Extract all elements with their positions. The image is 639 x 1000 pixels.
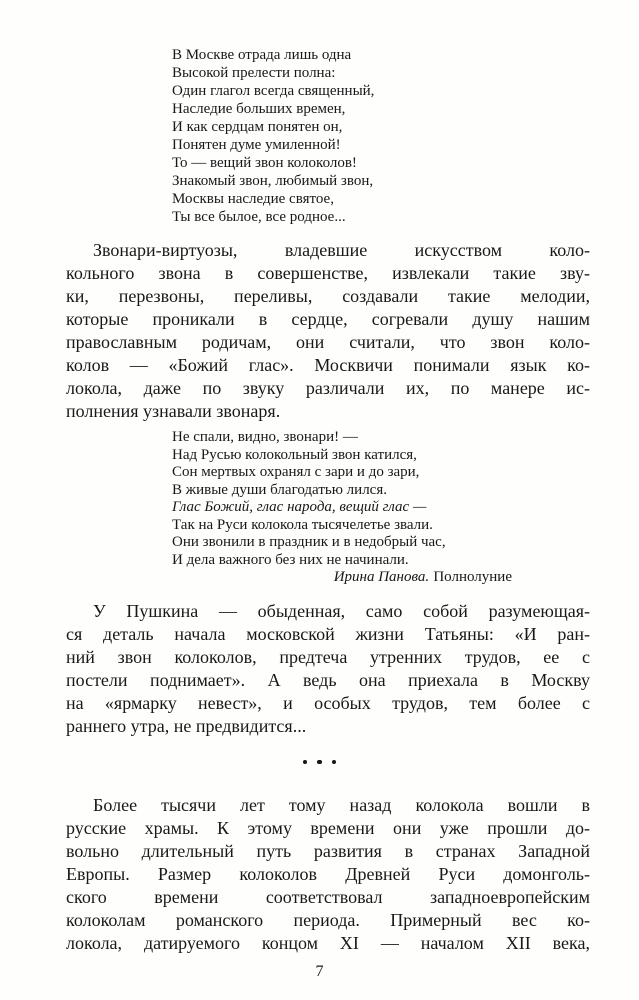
- poem-attribution: [172, 569, 516, 587]
- poem-line: То — вещий звон колоколов!: [172, 155, 357, 171]
- body-line: ки, перезвоны, переливы, создавали такие мелодии,: [66, 286, 590, 306]
- paragraph-pushkin: [66, 600, 590, 738]
- paragraph-bells-history: [66, 794, 590, 955]
- body-line: на «ярмарку невест», и особых трудов, тем более с: [66, 692, 590, 713]
- poem-line: Высокой прелести полна:: [172, 65, 336, 81]
- poem-second: [172, 429, 516, 587]
- body-line: русские храмы. К этому времени они уже прошли до-: [66, 817, 590, 838]
- poem-line: И как сердцам понятен он,: [172, 119, 343, 135]
- poem-line: Ты все былое, все родное...: [172, 209, 346, 225]
- poem-line: Над Русью колокольный звон катился,: [172, 446, 417, 463]
- separator-dot: [317, 760, 322, 765]
- poem-line-italic: Глас Божий, глас народа, вещий глас —: [172, 499, 427, 515]
- body-line: которые проникали в сердце, согревали душу нашим: [66, 309, 590, 329]
- poem-line: В Москве отрада лишь одна: [172, 47, 352, 63]
- page-number: 7: [315, 962, 324, 980]
- separator-dot: [303, 760, 308, 765]
- body-line: Европы. Размер колоколов Древней Руси домонголь-: [66, 863, 590, 884]
- poem-line: Наследие больших времен,: [172, 101, 346, 117]
- attribution-work: Полнолуние: [433, 569, 512, 585]
- poem-line: Знакомый звон, любимый звон,: [172, 173, 374, 189]
- poem-line: Один глагол всегда священный,: [172, 83, 375, 99]
- body-line: Звонари-виртуозы, владевшие искусством коло-: [93, 240, 590, 260]
- body-line: полнения узнавали звонаря.: [66, 401, 281, 421]
- body-line: постели поднимает». А ведь она приехала в Москву: [66, 669, 590, 690]
- attribution-author: Ирина Панова.: [333, 569, 430, 585]
- section-separator: [0, 758, 639, 766]
- poem-line: Они звонили в праздник и в недобрый час,: [172, 534, 446, 550]
- separator-dot: [332, 760, 337, 765]
- poem-line: Не спали, видно, звонари! —: [172, 429, 358, 445]
- poem-line: И дела важного без них не начинали.: [172, 551, 409, 568]
- body-line: православным родичам, они считали, что звон коло-: [66, 332, 590, 352]
- body-line: кольного звона в совершенстве, извлекали такие зву-: [66, 263, 590, 283]
- poem-first: [172, 46, 590, 226]
- body-line: Более тысячи лет тому назад колокола вошли в: [93, 794, 590, 815]
- body-line: ся деталь начала московской жизни Татьяны: «И ран-: [66, 623, 590, 644]
- poem-line: Понятен думе умиленной!: [172, 137, 341, 153]
- body-line: колов — «Божий глас». Москвичи понимали язык ко-: [66, 355, 590, 375]
- poem-line: Так на Руси колокола тысячелетье звали.: [172, 516, 433, 533]
- poem-line: В живые души благодатью лился.: [172, 481, 387, 498]
- body-line: локола, даже по звуку различали их, по манере ис-: [66, 378, 590, 398]
- poem-line: Москвы наследие святое,: [172, 191, 334, 207]
- body-line: вольно длительный путь развития в странах Западной: [66, 840, 590, 861]
- poem-line: Сон мертвых охранял с зари и до зари,: [172, 464, 420, 480]
- body-line: ний звон колоколов, предтеча утренних трудов, ее с: [66, 646, 590, 667]
- body-line: локола, датируемого концом XI — началом XII века,: [66, 932, 590, 953]
- paragraph-bell-ringers: [66, 239, 590, 423]
- body-line: раннего утра, не предвидится...: [66, 715, 307, 736]
- body-line: ского времени соответствовал западноевропейским: [66, 886, 590, 907]
- body-line: У Пушкина — обыденная, само собой разумеющая-: [93, 600, 590, 621]
- body-line: колоколам романского периода. Примерный вес ко-: [66, 909, 590, 930]
